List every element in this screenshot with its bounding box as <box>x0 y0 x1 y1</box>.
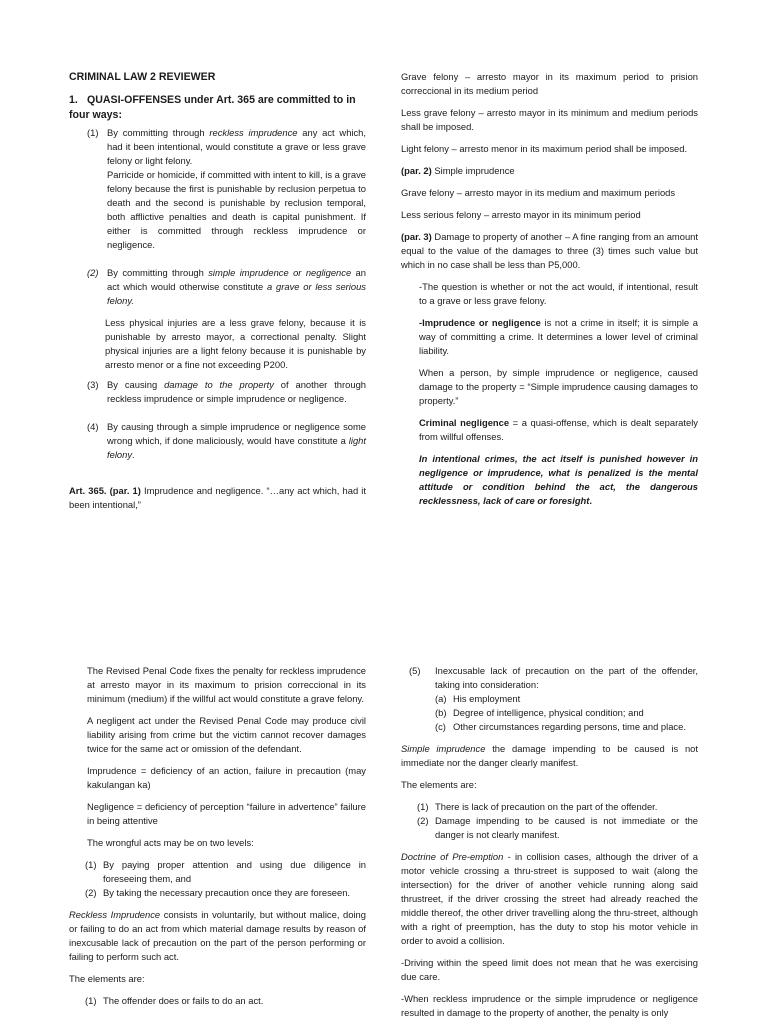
list-item: (1) By committing through reckless imprudence any act which, had it been intentional, would constitute a grave or less grave felony or light felony. <box>87 127 366 166</box>
paragraph: The wrongful acts may be on two levels: <box>87 837 254 848</box>
paragraph: Less grave felony – arresto mayor in its minimum and medium periods shall be imposed. <box>401 107 698 132</box>
list-item: (3) By causing damage to the property of another through reckless imprudence or simple imprudence or negligence. <box>87 379 367 404</box>
numbered-list <box>69 858 366 900</box>
paragraph: Reckless Imprudence consists in voluntarily, but without malice, doing or failing to do an act from which material damage results by reason of inexcusable lack of precaution on the part of the person performing or failing to perform such act. <box>69 909 366 962</box>
item-note: Parricide or homicide, if committed with intent to kill, is a grave felony because the first is punishable by reclusion perpetua to death and the second is punishable by reclusion temporal, both afflictive penalties and death is capital punishment. If either is committed through reckless imprudence or negligence. <box>107 169 366 250</box>
document-title: CRIMINAL LAW 2 REVIEWER <box>69 71 216 83</box>
page-1-right-column <box>401 70 698 516</box>
paragraph: Simple imprudence the damage impending to be caused is not immediate nor the danger clearly manifest. <box>401 743 699 768</box>
numbered-list <box>401 800 698 842</box>
paragraph: Negligence = deficiency of perception “failure in advertence” failure in being attentive <box>87 801 366 826</box>
paragraph: Grave felony – arresto mayor in its medium and maximum periods <box>401 187 676 198</box>
paragraph: Imprudence = deficiency of an action, failure in precaution (may kakulangan ka) <box>87 765 366 790</box>
item-note: Less physical injuries are a less grave felony, because it is punishable by arresto mayor, a correctional penalty. Slight physical injuries are a light felony because it is punishable by arresto menor or a fine not exceeding P200. <box>105 317 366 370</box>
numbered-list <box>69 994 366 1008</box>
section-heading: 1. QUASI-OFFENSES under Art. 365 are committed to in four ways: <box>69 94 356 121</box>
paragraph: -The question is whether or not the act would, if intentional, result to a grave or less grave felony. <box>419 281 698 306</box>
paragraph: -Imprudence or negligence is not a crime in itself; it is simple a way of committing a crime. It determines a lower level of criminal liability. <box>419 317 698 356</box>
paragraph: (par. 3) Damage to property of another – A fine ranging from an amount equal to the value of the damages to three (3) times such value but which in no case shall be less than P5,000. <box>401 231 698 270</box>
paragraph: A negligent act under the Revised Penal Code may produce civil liability arising from crime but the victim cannot recover damages twice for the same act or omission of the defendant. <box>87 715 366 754</box>
page-2-left-column <box>69 664 366 1016</box>
paragraph: -Driving within the speed limit does not mean that he was exercising due care. <box>401 957 698 982</box>
list-item: (2) By taking the necessary precaution once they are foreseen. <box>85 887 351 898</box>
paragraph: Less serious felony – arresto mayor in its minimum period <box>401 209 641 220</box>
numbered-list <box>401 664 698 734</box>
list-item: (1) The offender does or fails to do an act. <box>85 995 264 1006</box>
list-item: (2) Damage impending to be caused is not immediate or the danger is not clearly manifest. <box>417 815 698 840</box>
list-item: (a) His employment <box>435 693 521 704</box>
list-item: (2) By committing through simple imprudence or negligence an act which would otherwise constitute a grave or less serious felony. <box>87 267 366 306</box>
list-item: (c) Other circumstances regarding persons, time and place. <box>435 721 686 732</box>
article-paragraph: Art. 365. (par. 1) Imprudence and negligence. “…any act which, had it been intentional,” <box>69 485 366 510</box>
emphasis-paragraph: In intentional crimes, the act itself is punished however in negligence or imprudence, what is penalized is the mental attitude or condition behind the act, the dangerous recklessness, lack of care or foresight. <box>419 453 698 506</box>
paragraph: The elements are: <box>401 779 477 790</box>
page-2-right-column <box>401 664 698 1028</box>
paragraph: Light felony – arresto menor in its maximum period shall be imposed. <box>401 143 688 154</box>
paragraph: When a person, by simple imprudence or negligence, caused damage to the property = “Simple imprudence causing damages to property.” <box>419 367 698 406</box>
paragraph: Criminal negligence = a quasi-offense, which is dealt separately from willful offenses. <box>419 417 698 442</box>
list-item: (b) Degree of intelligence, physical condition; and <box>435 707 644 718</box>
list-item: (5) Inexcusable lack of precaution on the part of the offender, taking into consideration: <box>409 665 698 690</box>
paragraph: The Revised Penal Code fixes the penalty for reckless imprudence at arresto mayor in its maximum to prision correccional in its minimum (medium) if the willful act would constitute a grave felony. <box>87 665 366 704</box>
paragraph: Doctrine of Pre-emption - in collision cases, although the driver of a motor vehicle crossing a thru-street is supposed to wait (along the intersection) for the driver of another vehicle running along said thrustreet, if the driver crossing the street had already reached the middle thereof, the other driver travelling along the thru-street, although with a right of preemption, has the duty to stop his motor vehicle in order to avoid a collision. <box>401 851 698 946</box>
list-item: (1) There is lack of precaution on the part of the offender. <box>417 801 658 812</box>
list-item: (1) By paying proper attention and using due diligence in foreseeing them, and <box>85 859 366 884</box>
page-1-left-column <box>69 70 366 520</box>
paragraph: Grave felony – arresto mayor in its maximum period to prision correccional in its medium period <box>401 71 698 96</box>
paragraph: (par. 2) Simple imprudence <box>401 165 515 176</box>
paragraph: The elements are: <box>69 973 145 984</box>
page-2 <box>0 660 768 1024</box>
list-item: (4) By causing through a simple imprudence or negligence some wrong which, if done maliciously, would have constitute a light felony. <box>87 421 366 460</box>
paragraph: -When reckless imprudence or the simple imprudence or negligence resulted in damage to the property of another, the penalty is only <box>401 993 698 1018</box>
